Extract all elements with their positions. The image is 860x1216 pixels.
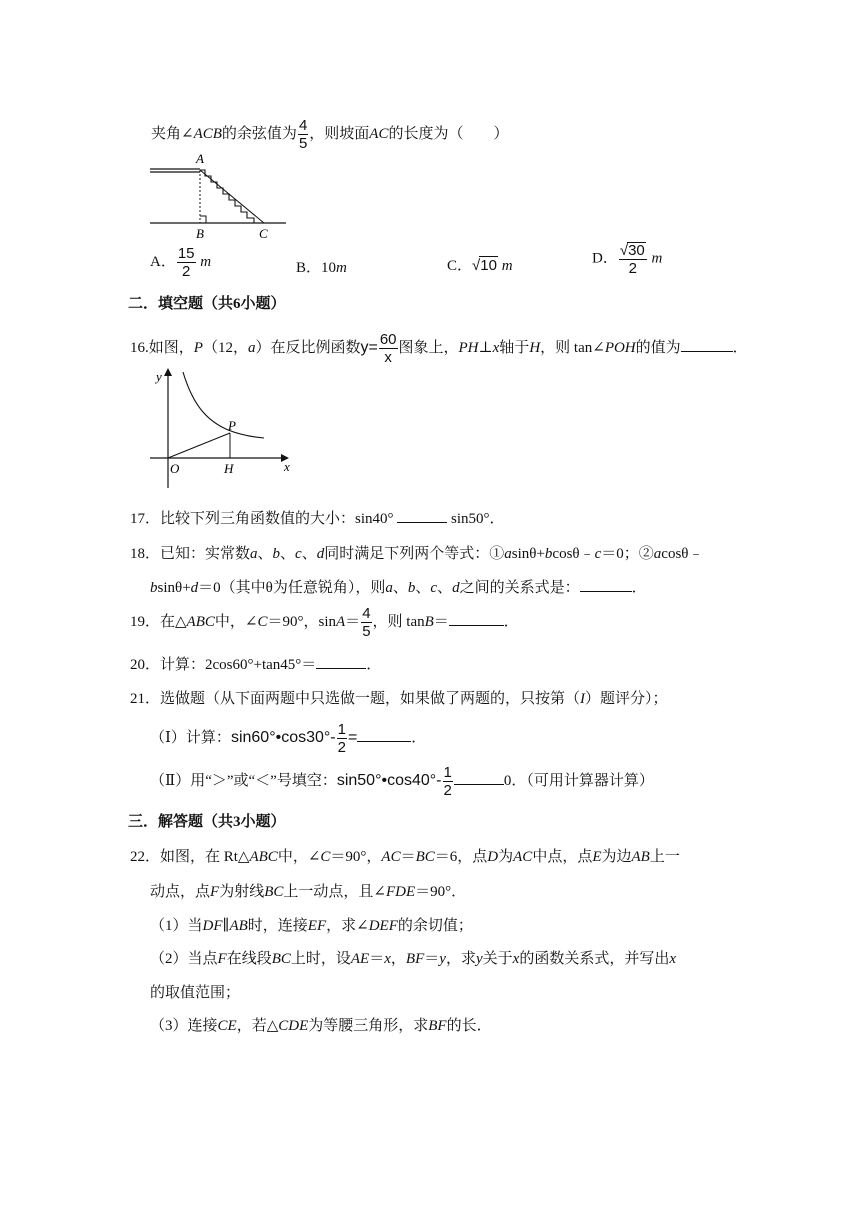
var: ABC [249,849,278,865]
var: y [475,951,483,967]
text: 轴于 [499,339,530,356]
var: CE [217,1018,237,1034]
var: d [316,546,325,562]
denominator: x [379,348,398,365]
denominator: 2 [337,739,346,756]
numerator: 60 [379,331,397,348]
text: ． [366,657,382,673]
var: d [452,580,460,596]
text: ． [503,613,519,630]
var: x [669,951,676,967]
var: P [193,339,203,356]
var: x [384,951,391,967]
q22-sub2 [150,947,676,968]
var: CDE [278,1018,309,1034]
var: b [272,546,281,562]
text: 夹角∠ [151,125,194,142]
text: 19．在△ [130,613,187,630]
denominator: 2 [177,262,196,279]
var: DEF [368,918,398,934]
unit: m [336,260,347,276]
option-text: B．10 [296,260,337,276]
denominator: 2 [619,259,647,276]
radicand: 30 [628,242,645,259]
var: AC [381,849,401,865]
text: ，若△ [236,1018,279,1034]
sqrt-sign: √ [472,257,481,274]
q17-stem [130,507,505,528]
expression: sin60°•cos30° [230,728,331,746]
text: 中，∠ [214,613,258,630]
text: sin50°． [451,511,505,527]
text: （3）连接 [150,1018,218,1034]
text: （Ⅱ）用“＞”或“＜”号填空： [150,772,337,789]
var: BC [271,951,291,967]
var: I [580,691,586,707]
text: 、 [392,580,408,596]
q22-line1 [130,845,680,866]
numerator: 1 [337,721,346,738]
text: 的长度为（ ） [388,125,509,142]
var: PH [458,339,479,356]
numerator: 4 [298,117,308,134]
q22-sub1 [150,914,473,935]
var: x [492,339,500,356]
text: ＝90°． [415,884,467,900]
var: POH [604,339,636,356]
var: AC [513,849,533,865]
text: ＝ [400,849,416,865]
text: 、 [437,580,453,596]
q22-line2 [150,880,466,901]
var: H [529,339,541,356]
text: ，则 tan∠ [540,339,605,356]
fraction [379,332,398,365]
minus: - [436,771,442,789]
q22-sub2-cont: 的取值范围； [150,985,241,1001]
text: 的余弦值为 [221,125,297,142]
text: 、 [415,580,431,596]
label-b: B [196,226,204,241]
q21-part1 [150,722,426,755]
q18-line2 [150,576,647,597]
text: 17．比较下列三角函数值的大小：sin40° [130,511,394,527]
text: （Ⅰ）计算： [150,729,231,746]
radicand: 10 [480,257,497,274]
numerator: 1 [443,764,452,781]
text: 0．（可用计算器计算） [503,772,654,789]
unit: m [651,250,663,267]
var: A [336,613,346,630]
var: F [217,951,227,967]
text: 中点，点 [532,849,593,865]
var: FDE [385,884,416,900]
numerator: √30 [619,242,645,259]
answer-blank[interactable] [357,727,411,742]
text: 在线段 [226,951,272,967]
q19-stem [130,606,519,639]
var: a [504,546,512,562]
function-y: y= [360,338,378,356]
text: 为等腰三角形，求 [308,1018,429,1034]
var: F [210,884,220,900]
answer-blank[interactable] [681,337,733,352]
text: ， [390,951,406,967]
fraction [337,722,347,755]
text: 22．如图，在 Rt△ [130,849,250,865]
denominator: 5 [298,135,308,152]
text: ＝0（其中θ为任意锐角），则 [198,580,386,596]
section-heading-solve: 三．解答题（共3小题） [128,814,286,830]
text: （1）当 [150,918,203,934]
text: ＝90°，sin [267,613,336,630]
var: d [190,580,199,596]
text: 动点，点 [150,884,211,900]
q22-sub3 [150,1014,492,1035]
var: BF [405,951,425,967]
text: 中，∠ [277,849,321,865]
denominator: 2 [443,782,452,799]
text: ）在反比例函数 [255,339,361,356]
hyperbola-figure [146,364,296,496]
q21-part2 [150,765,654,798]
var: ABC [186,613,215,630]
option-label: C． [447,258,473,274]
text: ． [631,580,647,596]
text: 、 [301,546,317,562]
var: y [439,951,446,967]
fraction [177,246,196,279]
text: 的余切值； [397,918,473,934]
text: （12， [202,339,248,356]
q20-stem [130,653,381,674]
text: ，则 tan [372,613,425,630]
fraction [298,118,308,151]
numerator: 15 [177,245,195,262]
text: ． [732,339,748,356]
text: 之间的关系式是： [459,580,580,596]
text: sinθ+ [511,546,545,562]
label-p: P [228,418,236,433]
var-ac: AC [369,125,389,142]
text: 为射线 [219,884,265,900]
text: 18．已知：实常数 [130,546,251,562]
text: sinθ+ [157,580,191,596]
q18-line1 [130,542,703,563]
text: 时，连接 [247,918,308,934]
section-heading-fill-in: 二．填空题（共6小题） [128,296,286,312]
text: 的值为 [635,339,681,356]
label-h: H [224,461,234,476]
var: c [594,546,602,562]
var: EF [307,918,327,934]
var: a [247,339,256,356]
text: 同时满足下列两个等式：① [324,546,505,562]
q21-stem [130,687,668,708]
text: ＝ [424,951,440,967]
answer-blank[interactable] [580,577,632,592]
axis-label-y: y [156,369,162,384]
text: ⊥ [478,339,493,356]
text: ∥ [222,918,230,934]
text: 20．计算：2cos60°+tan45°＝ [130,657,317,673]
answer-blank[interactable] [454,770,504,785]
var: DF [202,918,223,934]
var: a [250,546,258,562]
var: BC [264,884,284,900]
text: ＝ [369,951,385,967]
text: 关于 [482,951,513,967]
option-c[interactable] [447,254,513,275]
var: b [544,546,553,562]
answer-blank[interactable] [449,611,504,626]
text: 为边 [601,849,632,865]
var: E [592,849,602,865]
unit: m [501,258,513,274]
var: AE [350,951,370,967]
var: BF [428,1018,447,1034]
option-label: D． [592,250,618,267]
var: x [512,951,520,967]
var: BC [415,849,435,865]
var: c [295,546,302,562]
fraction [443,765,453,798]
text: 上一动点，且∠ [283,884,386,900]
text: ＝ [345,613,361,630]
text: ＝6，点 [434,849,488,865]
option-d[interactable] [592,242,662,276]
label-a: A [196,151,204,166]
unit: m [200,253,212,270]
text: 的长． [446,1018,492,1034]
var: a [653,546,662,562]
text: 21．选做题（从下面两题中只选做一题，如果做了两题的，只按第（ [130,691,581,707]
var-acb: ACB [193,125,222,142]
text: ，则坡面 [309,125,370,142]
var: b [150,580,158,596]
text: ＝90°， [330,849,382,865]
var: c [430,580,438,596]
fraction [619,242,647,276]
text: ，求 [445,951,476,967]
text: cosθ﹣ [661,546,704,562]
text: ． [411,729,427,746]
answer-blank[interactable] [316,654,366,669]
text: ，求∠ [326,918,369,934]
equals: = [347,728,358,746]
slope-figure [148,150,290,242]
expression: sin50°•cos40° [336,771,437,789]
text: 为 [498,849,514,865]
text: cosθ﹣ [552,546,595,562]
minus: - [330,728,336,746]
q16-stem [130,332,748,365]
text: 16.如图， [130,339,194,356]
var: D [487,849,499,865]
numerator: 4 [362,605,371,622]
text: 的函数关系式，并写出 [519,951,670,967]
text: ＝0；② [601,546,654,562]
option-b[interactable] [296,256,347,277]
axis-label-x: x [284,459,290,474]
var: a [385,580,393,596]
var: C [257,613,268,630]
text: 、 [280,546,296,562]
option-label: A． [150,253,176,270]
text: （2）当点 [150,951,218,967]
q15-stem [151,118,508,151]
var: AB [229,918,248,934]
answer-blank[interactable] [397,508,447,523]
var: C [320,849,331,865]
text: ＝ [433,613,449,630]
text: 上时，设 [290,951,351,967]
var: b [407,580,416,596]
text: 图象上， [398,339,459,356]
text: 、 [257,546,273,562]
text: 上一 [649,849,680,865]
denominator: 5 [362,623,371,640]
option-a[interactable] [150,246,211,279]
var: B [424,613,434,630]
fraction [361,606,371,639]
label-o: O [170,461,180,476]
var: AB [631,849,650,865]
label-c: C [259,226,268,241]
text: ）题评分）； [585,691,668,707]
